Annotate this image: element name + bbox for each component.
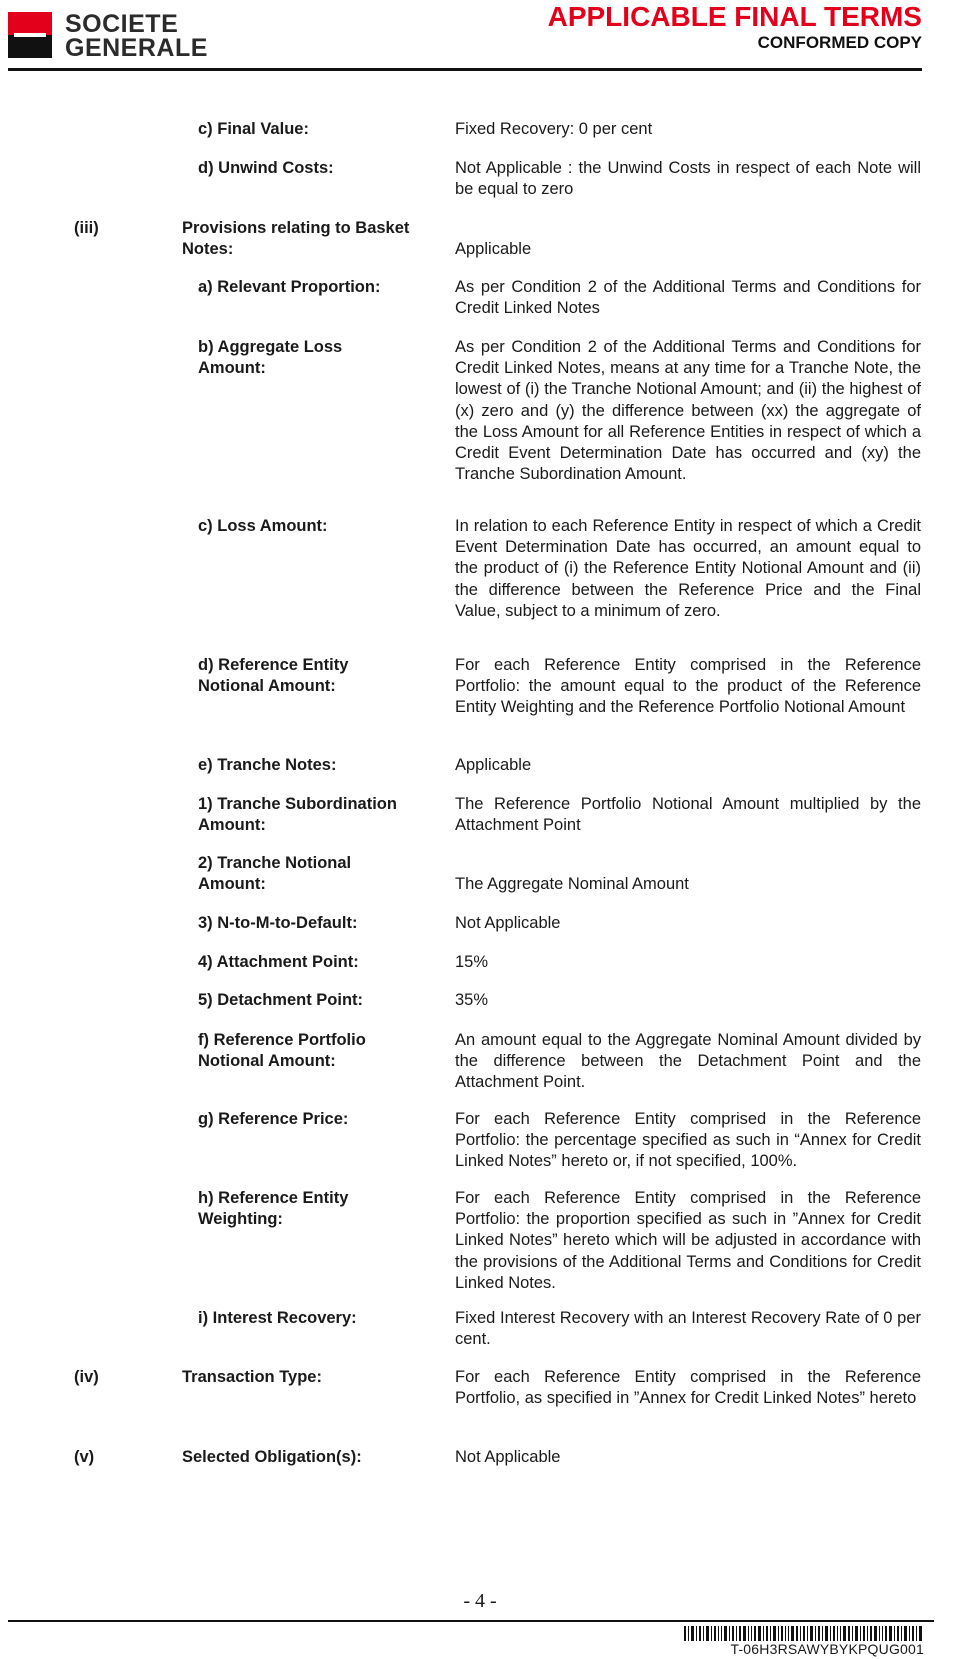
term-value: For each Reference Entity comprised in the Reference Portfolio: the proportion specified as such in ”Annex for Credit Linked Notes” hereto which will be adjusted in accordance with the provisions of the Additional Terms and Conditions for Credit Linked Notes. xyxy=(455,1189,921,1292)
term-label: f) Reference Portfolio Notional Amount: xyxy=(198,1031,366,1071)
section-number: (iv) xyxy=(74,1368,99,1386)
term-value: Not Applicable : the Unwind Costs in respect of each Note will be equal to zero xyxy=(455,159,921,199)
term-label: g) Reference Price: xyxy=(198,1110,349,1128)
logo-line-2: GENERALE xyxy=(65,34,208,62)
term-label: 5) Detachment Point: xyxy=(198,991,364,1009)
term-label: d) Unwind Costs: xyxy=(198,159,334,177)
term-value: Applicable xyxy=(455,756,532,774)
document-subtitle: CONFORMED COPY xyxy=(757,33,922,52)
section-value: Not Applicable xyxy=(455,1448,561,1466)
term-label: h) Reference Entity Weighting: xyxy=(198,1189,349,1229)
term-label: b) Aggregate Loss Amount: xyxy=(198,338,343,378)
term-label: 1) Tranche Subordination Amount: xyxy=(198,795,397,835)
section-label: Transaction Type: xyxy=(182,1368,322,1386)
term-label: c) Final Value: xyxy=(198,120,309,138)
logo-mark-icon xyxy=(8,12,52,58)
logo-wordmark xyxy=(65,12,208,60)
term-label: a) Relevant Proportion: xyxy=(198,278,381,296)
page-number: - 4 - xyxy=(463,1590,497,1612)
document-title: APPLICABLE FINAL TERMS xyxy=(547,1,922,32)
section-value: For each Reference Entity comprised in the Reference Portfolio, as specified in ”Annex for Credit Linked Notes” hereto xyxy=(455,1368,921,1408)
term-value: Fixed Recovery: 0 per cent xyxy=(455,120,653,138)
section-label: Provisions relating to Basket Notes: xyxy=(182,219,410,259)
term-label: 3) N-to-M-to-Default: xyxy=(198,914,358,932)
term-value: In relation to each Reference Entity in respect of which a Credit Event Determination Date has occurred, an amount equal to the product of (i) the Reference Entity Notional Amount and (ii) the difference between the Reference Price and the Final Value, subject to a minimum of zero. xyxy=(455,517,921,620)
term-value: As per Condition 2 of the Additional Terms and Conditions for Credit Linked Notes xyxy=(455,278,921,318)
term-value: 35% xyxy=(455,991,489,1009)
header-divider xyxy=(8,68,922,71)
footer-divider xyxy=(8,1620,934,1622)
page-header xyxy=(0,0,960,72)
term-label: c) Loss Amount: xyxy=(198,517,328,535)
term-label: i) Interest Recovery: xyxy=(198,1309,357,1327)
term-value: As per Condition 2 of the Additional Terms and Conditions for Credit Linked Notes, means at any time for a Tranche Note, the lowest of (i) the Tranche Notional Amount; and (ii) the highest of (x) zero and (y) the difference between (xx) the aggregate of the Loss Amount for all Reference Entities in respect of which a Credit Event Determination Date has occurred and (xy) the Tranche Subordination Amount. xyxy=(455,338,921,484)
term-label: d) Reference Entity Notional Amount: xyxy=(198,656,349,696)
term-value: The Aggregate Nominal Amount xyxy=(455,875,689,893)
term-value: Not Applicable xyxy=(455,914,561,932)
societe-generale-logo xyxy=(8,12,248,62)
section-number: (iii) xyxy=(74,219,99,237)
term-value: The Reference Portfolio Notional Amount multiplied by the Attachment Point xyxy=(455,795,921,835)
section-label: Selected Obligation(s): xyxy=(182,1448,362,1466)
term-value: 15% xyxy=(455,953,489,971)
term-value: For each Reference Entity comprised in the Reference Portfolio: the percentage specified as such in “Annex for Credit Linked Notes” hereto or, if not specified, 100%. xyxy=(455,1110,921,1171)
logo-line-1: SOCIETE xyxy=(65,10,179,38)
term-value: Fixed Interest Recovery with an Interest Recovery Rate of 0 per cent. xyxy=(455,1309,921,1349)
document-code: T-06H3RSAWYBYKPQUG001 xyxy=(730,1641,924,1657)
term-label: e) Tranche Notes: xyxy=(198,756,337,774)
term-label: 2) Tranche Notional Amount: xyxy=(198,854,352,894)
term-value: For each Reference Entity comprised in the Reference Portfolio: the amount equal to the product of the Reference Entity Weighting and the Reference Portfolio Notional Amount xyxy=(455,656,921,717)
term-label: 4) Attachment Point: xyxy=(198,953,359,971)
term-value: An amount equal to the Aggregate Nominal Amount divided by the difference between the Detachment Point and the Attachment Point. xyxy=(455,1031,921,1092)
section-number: (v) xyxy=(74,1448,95,1466)
section-value: Applicable xyxy=(455,240,532,258)
